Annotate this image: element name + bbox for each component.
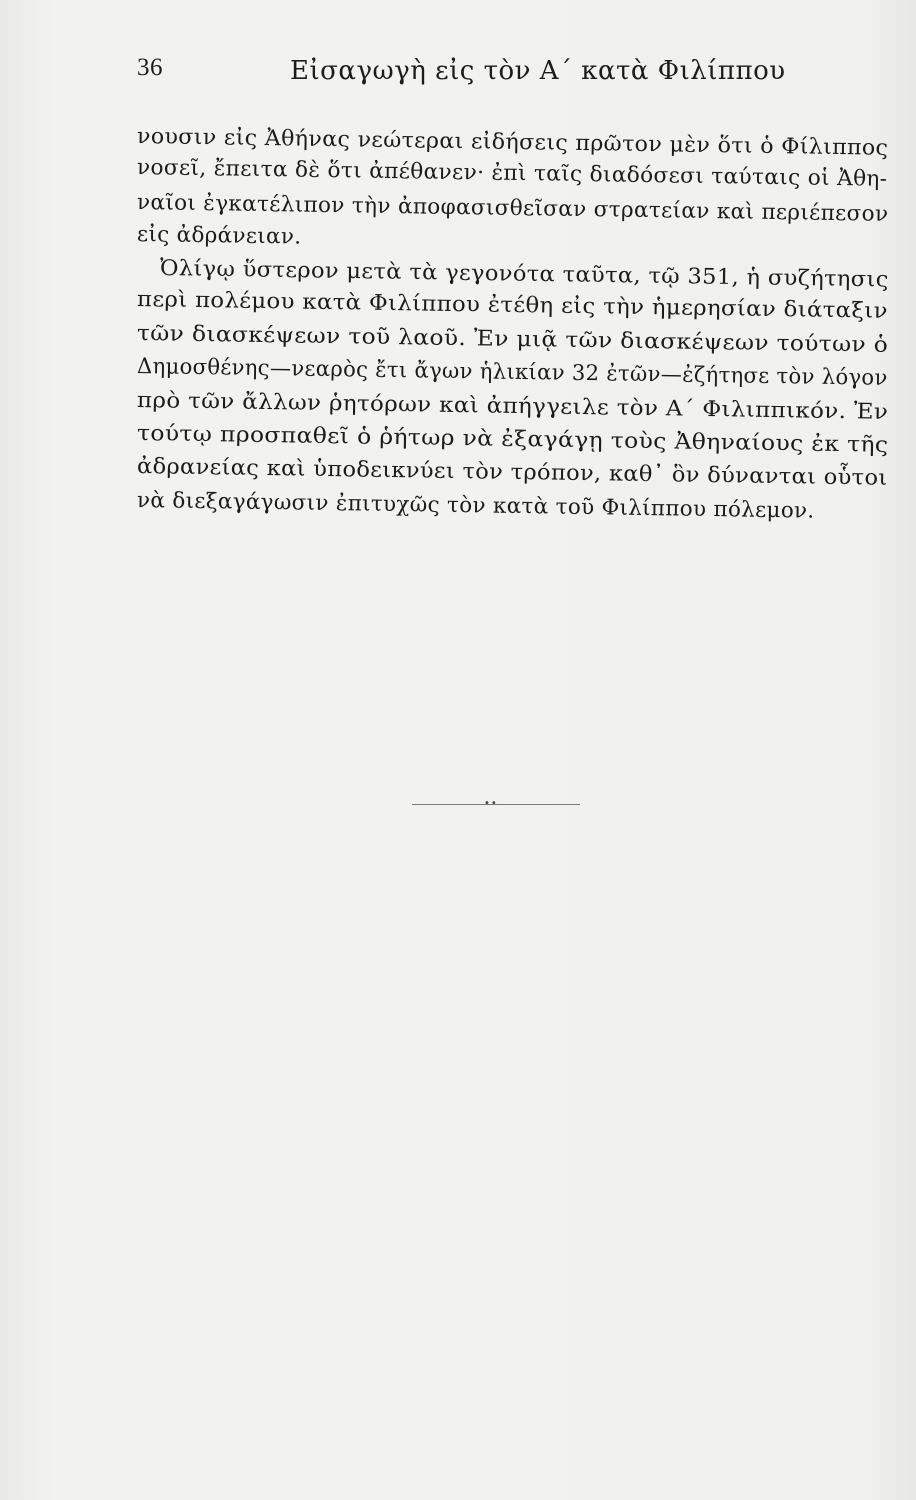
text-line: περὶ πολέμου κατὰ Φιλίππου ἐτέθη εἰς τὴν ἡμερησίαν διάταξιν: [136, 287, 888, 324]
text-line: νοσεῖ, ἔπειτα δὲ ὅτι ἀπέθανεν· ἐπὶ ταῖς διαδόσεσι ταύταις οἱ Ἀθη-: [136, 155, 888, 192]
rule-ornament: ••: [484, 798, 498, 809]
text-line: εἰς ἀδράνειαν.: [136, 222, 302, 250]
text-line: νὰ διεξαγάγωσιν ἐπιτυχῶς τὸν κατὰ τοῦ Φιλίππου πόλεμον.: [136, 488, 815, 524]
text-line: ναῖοι ἐγκατέλιπον τὴν ἀποφασισθεῖσαν στρατείαν καὶ περιέπεσον: [136, 190, 889, 227]
running-title: Εἰσαγωγὴ εἰς τὸν Α΄ κατὰ Φιλίππου: [290, 56, 786, 86]
text-line: νουσιν εἰς Ἀθήνας νεώτεραι εἰδήσεις πρῶτον μὲν ὅτι ὁ Φίλιππος: [136, 124, 889, 161]
text-line: ἀδρανείας καὶ ὑποδεικνύει τὸν τρόπον, καθ᾽ ὃν δύνανται οὗτοι: [136, 454, 888, 491]
page-number: 36: [137, 54, 163, 81]
text-line: πρὸ τῶν ἄλλων ῥητόρων καὶ ἀπήγγειλε τὸν Α΄ Φιλιππικόν. Ἐν: [136, 388, 889, 425]
text-line: Δημοσθένης—νεαρὸς ἔτι ἄγων ἡλικίαν 32 ἐτῶν—ἐζήτησε τὸν λόγον: [136, 354, 888, 391]
text-line: Ὀλίγῳ ὕστερον μετὰ τὰ γεγονότα ταῦτα, τῷ 351, ἡ συζήτησις: [159, 256, 889, 293]
text-line: τούτῳ προσπαθεῖ ὁ ῥήτωρ νὰ ἐξαγάγῃ τοὺς Ἀθηναίους ἐκ τῆς: [136, 421, 889, 458]
text-line: τῶν διασκέψεων τοῦ λαοῦ. Ἐν μιᾷ τῶν διασκέψεων τούτων ὁ: [136, 321, 889, 358]
